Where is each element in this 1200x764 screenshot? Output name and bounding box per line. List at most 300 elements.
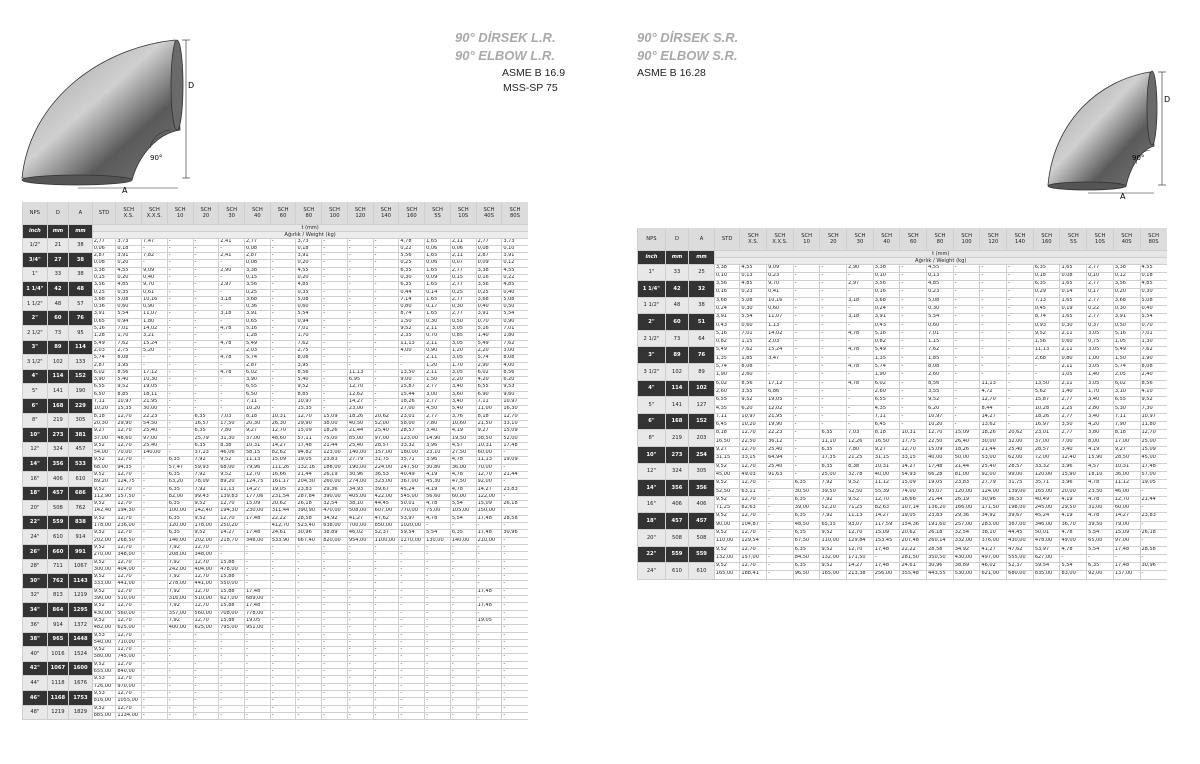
lr-thickness-cell: - (193, 399, 219, 406)
lr-thickness-cell: 12,70 (116, 515, 142, 522)
sr-thickness-cell: - (953, 380, 980, 388)
sr-weight-cell: 50,00 (953, 455, 980, 463)
lr-thickness-cell: - (193, 282, 219, 289)
lr-weight-cell: 30,00 (142, 406, 168, 413)
lr-thickness-cell: 26,18 (502, 501, 528, 508)
lr-unit-mm-a: mm (69, 224, 93, 238)
lr-dim-a-label: A (122, 186, 128, 195)
lr-nps-cell: 1/2" (23, 238, 48, 253)
sr-head-col-label: X.X.S. (772, 238, 788, 245)
lr-thickness-cell: - (142, 515, 168, 522)
lr-thickness-cell: - (296, 632, 322, 639)
lr-thickness-cell: 12,70 (116, 676, 142, 683)
sr-weight-cell: - (953, 388, 980, 396)
lr-thickness-cell: - (142, 530, 168, 537)
lr-thickness-cell: 21,44 (296, 472, 322, 479)
sr-thickness-cell: - (767, 480, 794, 488)
sr-weight-cell: 6,20 (740, 405, 767, 413)
lr-thickness-cell: 32,54 (322, 501, 348, 508)
lr-weight-cell: - (322, 566, 348, 573)
sr-weight-cell: 8,44 (980, 405, 1007, 413)
lr-nps-cell: 12" (23, 442, 48, 457)
sr-nps-cell: 1" (638, 264, 666, 281)
sr-dim-a-label: A (1120, 192, 1126, 200)
lr-weight-cell: - (219, 347, 245, 354)
sr-head-a: A (689, 228, 715, 250)
sr-weight-cell: - (847, 339, 874, 347)
sr-weight-cell: 45,00 (1140, 455, 1167, 463)
sr-head-sch-label: SCH (1094, 232, 1106, 239)
lr-thickness-cell: - (244, 690, 270, 697)
lr-weight-cell: - (270, 245, 296, 252)
sr-thickness-cell: 6,35 (793, 496, 820, 504)
sr-weight-cell: 31,15 (714, 455, 740, 463)
sr-weight-cell: 48,50 (793, 521, 820, 529)
sr-weight-cell: 245,00 (1033, 505, 1060, 513)
lr-head-col-label: 140 (381, 212, 391, 219)
lr-weight-cell: - (399, 596, 425, 603)
lr-thickness-cell: 5,54 (425, 530, 451, 537)
lr-thickness-cell: 39,67 (373, 486, 399, 493)
lr-weight-cell: - (167, 654, 193, 661)
sr-weight-cell: 29,50 (1060, 505, 1087, 513)
sr-thickness-cell: 5,49 (1113, 347, 1140, 355)
sr-weight-cell: 54,93 (900, 471, 927, 479)
lr-thickness-cell: 25,40 (142, 442, 168, 449)
sr-thickness-cell: 30,96 (980, 496, 1007, 504)
lr-thickness-cell: - (270, 632, 296, 639)
lr-weight-cell: - (142, 552, 168, 559)
sr-weight-cell: - (793, 322, 820, 330)
sr-row-weight (638, 538, 1194, 546)
sr-thickness-cell: 17,48 (1113, 563, 1140, 571)
sr-weight-cell: 0,80 (1060, 355, 1087, 363)
sr-weight-row (638, 257, 1194, 264)
lr-thickness-cell: 2,77 (425, 399, 451, 406)
lr-thickness-cell: 6,35 (193, 442, 219, 449)
sr-nps-cell: 22" (638, 546, 666, 563)
sr-weight-cell: 0,08 (1060, 272, 1087, 280)
lr-thickness-cell: 23,83 (502, 486, 528, 493)
lr-thickness-cell: 22,23 (142, 413, 168, 420)
lr-weight-cell: 54,50 (142, 420, 168, 427)
lr-weight-cell: 0,08 (244, 260, 270, 267)
sr-head-sch-label: SCH (1121, 232, 1133, 239)
sr-row-weight (638, 339, 1194, 347)
lr-thickness-cell: - (296, 676, 322, 683)
sr-head-col-label: 10 (803, 238, 810, 245)
lr-d-cell: 21 (47, 238, 68, 253)
sr-thickness-cell: 7,13 (1033, 297, 1060, 305)
sr-thickness-cell: 19,05 (927, 480, 954, 488)
sr-thickness-cell: - (1007, 364, 1034, 372)
lr-row-thickness (23, 442, 554, 449)
lr-thickness-cell: - (373, 238, 399, 245)
lr-weight-cell: - (167, 377, 193, 384)
lr-weight-cell: - (425, 712, 451, 719)
sr-thickness-cell: 12,70 (740, 463, 767, 471)
lr-weight-cell: 323,00 (373, 479, 399, 486)
lr-weight-cell: 422,00 (373, 493, 399, 500)
sr-weight-cell: - (900, 272, 927, 280)
lr-thickness-cell: - (347, 632, 373, 639)
lr-weight-cell: 2,20 (450, 377, 476, 384)
sr-weight-cell: - (820, 422, 847, 430)
lr-weight-cell: 5,40 (450, 406, 476, 413)
sr-weight-cell: 11,10 (820, 438, 847, 446)
lr-thickness-cell: 11,13 (219, 486, 245, 493)
sr-row-weight (638, 571, 1194, 579)
lr-thickness-cell: - (142, 603, 168, 610)
lr-weight-cell: - (167, 304, 193, 311)
lr-weight-cell: - (142, 479, 168, 486)
lr-nps-cell: 18" (23, 486, 48, 501)
sr-weight-cell: 0,30 (1060, 322, 1087, 330)
lr-thickness-cell: 17,12 (142, 369, 168, 376)
lr-weight-cell: 405,00 (347, 493, 373, 500)
lr-thickness-cell: 7,14 (399, 296, 425, 303)
lr-thickness-cell: 5,54 (296, 311, 322, 318)
sr-thickness-cell: 6,02 (1113, 380, 1140, 388)
lr-thickness-cell: - (296, 647, 322, 654)
sr-weight-cell: 430,00 (1007, 538, 1034, 546)
lr-head-sch-label: SCH (277, 206, 289, 213)
sr-weight-cell: - (1007, 305, 1034, 313)
lr-thickness-cell: - (347, 617, 373, 624)
lr-thickness-cell: 21,44 (502, 472, 528, 479)
sr-thickness-cell: 23,83 (927, 513, 954, 521)
sr-thickness-cell: - (767, 513, 794, 521)
sr-thickness-cell: 12,70 (847, 530, 874, 538)
lr-d-cell: 559 (47, 515, 68, 530)
lr-weight-cell: 316,00 (167, 596, 193, 603)
lr-thickness-cell: 15,09 (322, 413, 348, 420)
lr-thickness-cell: - (296, 661, 322, 668)
lr-thickness-cell: - (450, 559, 476, 566)
lr-weight-cell: - (219, 683, 245, 690)
lr-weight-cell: - (450, 698, 476, 705)
lr-weight-cell: - (476, 625, 502, 632)
lr-weight-cell: - (450, 581, 476, 588)
sr-head-nps: NPS (638, 228, 666, 250)
sr-thickness-cell: 4,55 (927, 264, 954, 272)
lr-weight-cell: - (476, 552, 502, 559)
lr-weight-cell: - (373, 347, 399, 354)
sr-row-weight (638, 289, 1194, 297)
lr-weight-cell: 1,70 (296, 333, 322, 340)
lr-thickness-cell: 10,31 (476, 442, 502, 449)
lr-thickness-cell: 18,26 (322, 428, 348, 435)
sr-thickness-cell: 4,19 (1060, 513, 1087, 521)
sr-weight-cell: 1,00 (1087, 355, 1114, 363)
lr-nps-cell: 16" (23, 472, 48, 487)
lr-weight-cell: - (425, 625, 451, 632)
lr-thickness-cell: 6,35 (399, 282, 425, 289)
lr-thickness-cell: 40,49 (399, 472, 425, 479)
lr-a-cell: 762 (69, 501, 93, 516)
lr-thickness-cell: 7,62 (296, 340, 322, 347)
lr-a-cell: 114 (69, 340, 93, 355)
sr-head-d: D (665, 228, 688, 250)
sr-weight-cell: 555,00 (1007, 554, 1034, 562)
lr-weight-cell: 15,35 (296, 406, 322, 413)
lr-row-weight (23, 479, 554, 486)
sr-thickness-cell: 23,01 (1033, 430, 1060, 438)
lr-weight-cell: - (244, 712, 270, 719)
lr-weight-cell: 4,20 (476, 377, 502, 384)
sr-weight-cell: - (1007, 272, 1034, 280)
lr-angle-label: 90° (150, 154, 163, 162)
lr-thickness-cell: 9,52 (193, 530, 219, 537)
sr-weight-cell: - (1140, 554, 1167, 562)
sr-weight-cell: 66,28 (927, 471, 954, 479)
lr-thickness-cell: 3,38 (244, 267, 270, 274)
sr-thickness-cell: - (900, 314, 927, 322)
lr-d-cell: 864 (47, 603, 68, 618)
lr-thickness-cell: 7,92 (167, 544, 193, 551)
sr-weight-cell: 71,25 (714, 505, 740, 513)
lr-weight-cell: 59,93 (193, 464, 219, 471)
lr-weight-cell: 560,00 (116, 610, 142, 617)
sr-weight-cell: 376,00 (980, 538, 1007, 546)
lr-thickness-cell: - (347, 603, 373, 610)
lr-weight-cell: 0,85 (450, 333, 476, 340)
sr-weight-cell: 53,00 (980, 455, 1007, 463)
lr-weight-cell: - (167, 289, 193, 296)
lr-thickness-cell: 12,70 (116, 472, 142, 479)
lr-a-cell: 1676 (69, 676, 93, 691)
sr-unit-row (638, 250, 1194, 257)
lr-thickness-cell: 2,77 (476, 238, 502, 245)
lr-weight-row (23, 231, 554, 238)
lr-weight-cell: 0,20 (116, 274, 142, 281)
sr-weight-cell: 1,90 (873, 372, 900, 380)
lr-weight-cell: - (270, 712, 296, 719)
lr-weight-cell: - (322, 391, 348, 398)
sr-weight-cell: 120,00 (953, 488, 980, 496)
lr-thickness-cell: - (270, 238, 296, 245)
sr-nps-cell: 12" (638, 463, 666, 480)
sr-thickness-cell: 4,78 (1087, 513, 1114, 521)
sr-thickness-cell: 11,12 (873, 480, 900, 488)
lr-weight-cell: - (476, 669, 502, 676)
sr-a-cell: 203 (689, 430, 715, 447)
lr-thickness-cell: - (373, 603, 399, 610)
lr-weight-cell: 57,11 (296, 435, 322, 442)
sr-thickness-cell: - (793, 347, 820, 355)
lr-weight-cell: 607,00 (373, 508, 399, 515)
sr-weight-cell: - (793, 289, 820, 297)
sr-weight-cell: 1,40 (1060, 388, 1087, 396)
sr-thickness-cell: 8,74 (1033, 314, 1060, 322)
lr-weight-cell: - (142, 596, 168, 603)
sr-thickness-cell: 30,96 (927, 563, 954, 571)
lr-weight-cell: - (373, 274, 399, 281)
lr-a-cell: 1067 (69, 559, 93, 574)
lr-thickness-cell: 15,88 (219, 588, 245, 595)
lr-thickness-cell: - (347, 326, 373, 333)
lr-weight-cell: 23,00 (347, 406, 373, 413)
lr-thickness-cell: 17,48 (476, 530, 502, 537)
sr-thickness-cell: - (820, 413, 847, 421)
lr-weight-cell: 58,00 (399, 420, 425, 427)
lr-thickness-cell: - (399, 574, 425, 581)
lr-thickness-cell: 6,02 (244, 369, 270, 376)
lr-weight-cell: 7,80 (425, 420, 451, 427)
lr-thickness-cell: - (322, 632, 348, 639)
lr-weight-cell: - (476, 712, 502, 719)
sr-row-thickness (638, 380, 1194, 388)
lr-weight-cell: - (373, 304, 399, 311)
lr-thickness-cell: - (270, 311, 296, 318)
lr-thickness-cell: 38,10 (347, 501, 373, 508)
sr-weight-cell: - (953, 305, 980, 313)
sr-thickness-cell: 5,74 (714, 364, 740, 372)
lr-weight-cell: 20,30 (92, 420, 116, 427)
lr-weight-cell: - (373, 712, 399, 719)
lr-weight-cell: - (167, 639, 193, 646)
lr-weight-cell: 1020,00 (399, 523, 425, 530)
lr-thickness-cell: - (399, 647, 425, 654)
lr-weight-cell: 46,06 (219, 450, 245, 457)
sr-thickness-cell: 5,74 (873, 364, 900, 372)
lr-thickness-cell: 1,65 (425, 282, 451, 289)
lr-weight-cell: 82,00 (167, 493, 193, 500)
lr-thickness-cell: - (193, 311, 219, 318)
sr-thickness-cell: - (767, 563, 794, 571)
sr-weight-cell: 33,15 (740, 455, 767, 463)
lr-nps-cell: 32" (23, 588, 48, 603)
lr-nps-cell: 5" (23, 384, 48, 399)
sr-head-sch-label: SCH (1014, 232, 1026, 239)
sr-thickness-cell: - (980, 297, 1007, 305)
lr-thickness-cell: 15,09 (244, 501, 270, 508)
lr-thickness-cell: - (142, 486, 168, 493)
lr-thickness-cell: 28,57 (373, 442, 399, 449)
lr-thickness-cell: - (167, 267, 193, 274)
lr-weight-cell: 300,00 (92, 566, 116, 573)
lr-weight-cell: 2,20 (476, 347, 502, 354)
lr-weight-cell: - (347, 347, 373, 354)
lr-row-thickness (23, 326, 554, 333)
sr-weight-cell: 166,00 (953, 505, 980, 513)
lr-thickness-cell: 5,54 (502, 311, 528, 318)
lr-weight-cell: - (219, 698, 245, 705)
sr-weight-cell: - (820, 305, 847, 313)
lr-weight-cell: - (502, 566, 528, 573)
lr-thickness-cell: - (270, 355, 296, 362)
lr-thickness-cell: 8,56 (502, 369, 528, 376)
lr-thickness-cell: - (347, 661, 373, 668)
sr-row-thickness (638, 264, 1194, 272)
lr-weight-cell: - (373, 289, 399, 296)
lr-thickness-cell: - (425, 705, 451, 712)
sr-thickness-cell: 3,05 (1087, 364, 1114, 372)
lr-thickness-cell: - (373, 296, 399, 303)
lr-thickness-cell: 44,45 (373, 501, 399, 508)
lr-thickness-cell: - (399, 617, 425, 624)
lr-weight-cell: - (425, 698, 451, 705)
lr-nps-cell: 44" (23, 676, 48, 691)
lr-thickness-cell: - (425, 559, 451, 566)
lr-weight-cell: - (142, 581, 168, 588)
lr-weight-cell: 689,00 (244, 596, 270, 603)
lr-weight-cell: - (270, 698, 296, 705)
sr-weight-cell: - (1007, 405, 1034, 413)
lr-thickness-cell: - (193, 705, 219, 712)
lr-weight-cell: - (193, 669, 219, 676)
sr-thickness-cell: 28,58 (1140, 546, 1167, 554)
sr-weight-cell: 33,15 (900, 455, 927, 463)
lr-thickness-cell: 3,18 (219, 311, 245, 318)
sr-thickness-cell: 11,13 (847, 513, 874, 521)
sr-weight-cell: 46,00 (1113, 488, 1140, 496)
sr-weight-cell: 0,10 (873, 272, 900, 280)
lr-weight-cell: 157,00 (373, 450, 399, 457)
lr-thickness-cell: 20,62 (373, 413, 399, 420)
sr-row-weight (638, 455, 1194, 463)
sr-weight-cell: 2,60 (714, 388, 740, 396)
lr-weight-cell: - (502, 698, 528, 705)
lr-row-weight (23, 698, 554, 705)
lr-thickness-cell: 7,62 (502, 340, 528, 347)
sr-thickness-cell: - (793, 314, 820, 322)
sr-weight-cell: 7,90 (1113, 422, 1140, 430)
lr-weight-cell: 0,10 (502, 245, 528, 252)
lr-dim-d-label: D (188, 81, 195, 90)
sr-weight-cell: 90,00 (714, 521, 740, 529)
lr-elbow-drawing (10, 30, 210, 195)
sr-weight-cell: - (847, 388, 874, 396)
lr-weight-cell: 242,00 (167, 566, 193, 573)
lr-thickness-cell: - (296, 705, 322, 712)
lr-weight-cell: - (322, 625, 348, 632)
sr-thickness-cell: 5,16 (714, 330, 740, 338)
lr-thickness-cell: - (450, 705, 476, 712)
sr-thickness-cell: - (793, 447, 820, 455)
lr-standard-1: ASME B 16.9 (502, 67, 566, 79)
lr-weight-cell: 1,20 (425, 362, 451, 369)
sr-weight-cell: 260,14 (927, 538, 954, 546)
sr-thickness-cell: 15,09 (1140, 447, 1167, 455)
lr-weight-cell: 188,00 (322, 464, 348, 471)
sr-head-col-label: X.S. (748, 238, 759, 245)
sr-nps-cell: 3 1/2" (638, 364, 666, 381)
lr-weight-cell: - (142, 537, 168, 544)
lr-thickness-cell: - (167, 413, 193, 420)
lr-thickness-cell: - (373, 326, 399, 333)
lr-thickness-cell: 20,62 (270, 501, 296, 508)
lr-thickness-cell: 7,11 (244, 399, 270, 406)
lr-thickness-cell: 9,27 (92, 428, 116, 435)
sr-weight-cell: 39,00 (793, 505, 820, 513)
lr-thickness-cell: 2,77 (244, 238, 270, 245)
sr-weight-cell: 129,54 (740, 538, 767, 546)
sr-weight-cell: 2,60 (873, 388, 900, 396)
lr-head-col-label: 80 (305, 212, 313, 219)
lr-thickness-cell: 4,78 (450, 457, 476, 464)
lr-weight-cell: 0,06 (425, 260, 451, 267)
lr-thickness-cell: - (425, 574, 451, 581)
lr-thickness-cell: - (270, 399, 296, 406)
lr-head-d: D (47, 202, 68, 224)
sr-thickness-cell: 9,52 (847, 480, 874, 488)
sr-weight-cell: 0,60 (1060, 339, 1087, 347)
lr-row-thickness (23, 588, 554, 595)
lr-thickness-cell: - (399, 676, 425, 683)
lr-weight-cell: - (193, 683, 219, 690)
lr-thickness-cell: 41,27 (347, 515, 373, 522)
